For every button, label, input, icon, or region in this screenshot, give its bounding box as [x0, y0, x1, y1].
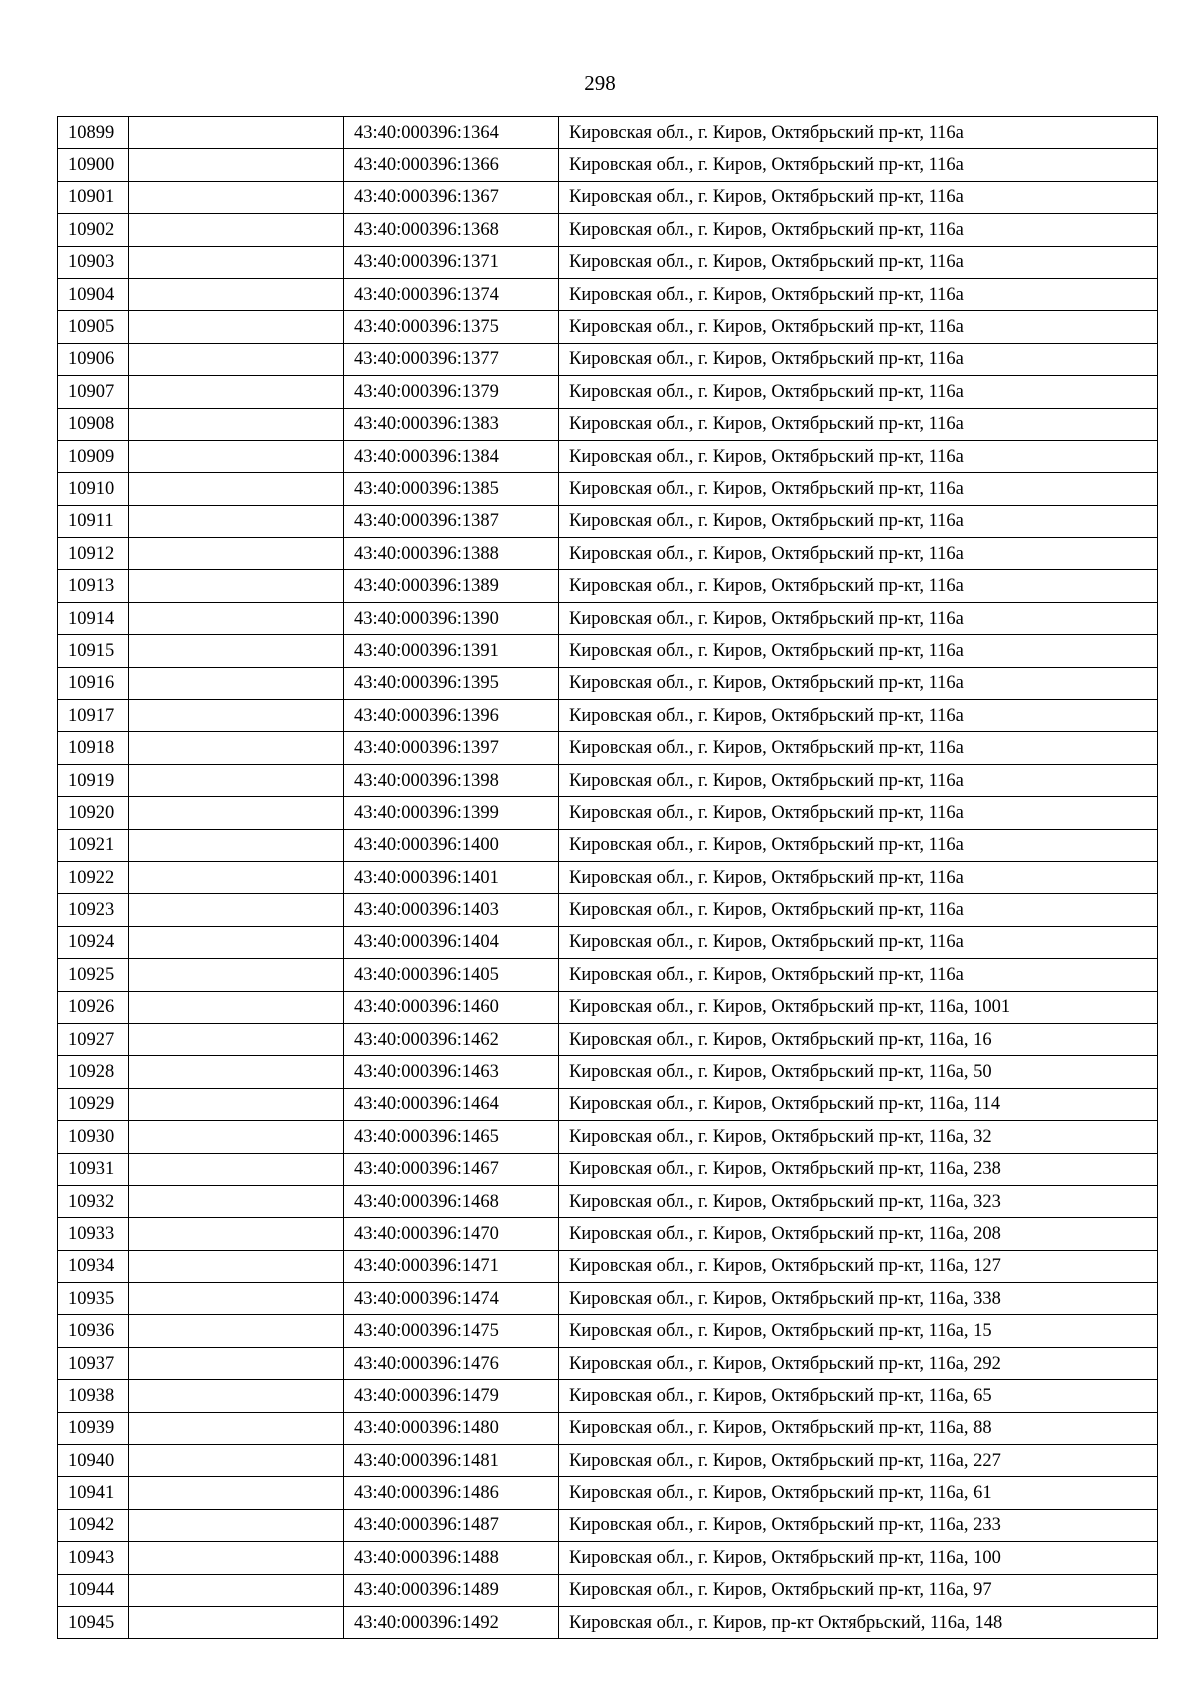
table-row [58, 1088, 1158, 1120]
cadastral-number-cell: 43:40:000396:1367 [344, 181, 559, 213]
empty-cell [129, 1477, 344, 1509]
address-cell: Кировская обл., г. Киров, Октябрьский пр-кт, 116а [559, 181, 1158, 213]
empty-cell [129, 667, 344, 699]
address-cell: Кировская обл., г. Киров, пр-кт Октябрьский, 116а, 148 [559, 1606, 1158, 1638]
empty-cell [129, 1412, 344, 1444]
address-cell: Кировская обл., г. Киров, Октябрьский пр-кт, 116а [559, 376, 1158, 408]
address-cell: Кировская обл., г. Киров, Октябрьский пр-кт, 116а, 208 [559, 1218, 1158, 1250]
address-cell: Кировская обл., г. Киров, Октябрьский пр-кт, 116а, 32 [559, 1121, 1158, 1153]
cadastral-number-cell: 43:40:000396:1474 [344, 1283, 559, 1315]
cadastral-number-cell: 43:40:000396:1464 [344, 1088, 559, 1120]
empty-cell [129, 1088, 344, 1120]
address-cell: Кировская обл., г. Киров, Октябрьский пр-кт, 116а, 88 [559, 1412, 1158, 1444]
empty-cell [129, 1574, 344, 1606]
table-row [58, 311, 1158, 343]
table-row [58, 1412, 1158, 1444]
empty-cell [129, 1283, 344, 1315]
table-row [58, 214, 1158, 246]
table-row [58, 1380, 1158, 1412]
table-row [58, 440, 1158, 472]
row-number-cell: 10934 [58, 1250, 129, 1282]
table-row [58, 959, 1158, 991]
empty-cell [129, 278, 344, 310]
empty-cell [129, 1023, 344, 1055]
cadastral-number-cell: 43:40:000396:1366 [344, 149, 559, 181]
cadastral-number-cell: 43:40:000396:1476 [344, 1347, 559, 1379]
row-number-cell: 10909 [58, 440, 129, 472]
table-row [58, 829, 1158, 861]
address-cell: Кировская обл., г. Киров, Октябрьский пр-кт, 116а [559, 149, 1158, 181]
cadastral-number-cell: 43:40:000396:1396 [344, 700, 559, 732]
table-row [58, 1542, 1158, 1574]
table-row [58, 1347, 1158, 1379]
empty-cell [129, 1153, 344, 1185]
empty-cell [129, 1445, 344, 1477]
address-cell: Кировская обл., г. Киров, Октябрьский пр-кт, 116а, 292 [559, 1347, 1158, 1379]
empty-cell [129, 214, 344, 246]
table-row [58, 1250, 1158, 1282]
address-cell: Кировская обл., г. Киров, Октябрьский пр-кт, 116а, 233 [559, 1509, 1158, 1541]
row-number-cell: 10927 [58, 1023, 129, 1055]
address-cell: Кировская обл., г. Киров, Октябрьский пр-кт, 116а, 15 [559, 1315, 1158, 1347]
empty-cell [129, 1218, 344, 1250]
empty-cell [129, 635, 344, 667]
row-number-cell: 10928 [58, 1056, 129, 1088]
row-number-cell: 10900 [58, 149, 129, 181]
row-number-cell: 10938 [58, 1380, 129, 1412]
address-cell: Кировская обл., г. Киров, Октябрьский пр-кт, 116а [559, 602, 1158, 634]
table-row [58, 667, 1158, 699]
empty-cell [129, 732, 344, 764]
empty-cell [129, 1121, 344, 1153]
table-row [58, 1283, 1158, 1315]
address-cell: Кировская обл., г. Киров, Октябрьский пр-кт, 116а [559, 408, 1158, 440]
row-number-cell: 10910 [58, 473, 129, 505]
cadastral-number-cell: 43:40:000396:1401 [344, 861, 559, 893]
address-cell: Кировская обл., г. Киров, Октябрьский пр-кт, 116а [559, 538, 1158, 570]
cadastral-number-cell: 43:40:000396:1475 [344, 1315, 559, 1347]
row-number-cell: 10924 [58, 926, 129, 958]
row-number-cell: 10923 [58, 894, 129, 926]
address-cell: Кировская обл., г. Киров, Октябрьский пр-кт, 116а [559, 246, 1158, 278]
table-row [58, 1606, 1158, 1638]
table-row [58, 635, 1158, 667]
address-cell: Кировская обл., г. Киров, Октябрьский пр-кт, 116а [559, 667, 1158, 699]
table-row [58, 1477, 1158, 1509]
row-number-cell: 10904 [58, 278, 129, 310]
table-row [58, 1509, 1158, 1541]
table-row [58, 343, 1158, 375]
empty-cell [129, 538, 344, 570]
address-cell: Кировская обл., г. Киров, Октябрьский пр-кт, 116а, 100 [559, 1542, 1158, 1574]
row-number-cell: 10920 [58, 797, 129, 829]
row-number-cell: 10905 [58, 311, 129, 343]
row-number-cell: 10926 [58, 991, 129, 1023]
cadastral-number-cell: 43:40:000396:1389 [344, 570, 559, 602]
empty-cell [129, 926, 344, 958]
row-number-cell: 10945 [58, 1606, 129, 1638]
row-number-cell: 10922 [58, 861, 129, 893]
cadastral-number-cell: 43:40:000396:1486 [344, 1477, 559, 1509]
row-number-cell: 10931 [58, 1153, 129, 1185]
cadastral-number-cell: 43:40:000396:1371 [344, 246, 559, 278]
cadastral-number-cell: 43:40:000396:1383 [344, 408, 559, 440]
empty-cell [129, 959, 344, 991]
registry-table-body [58, 117, 1158, 1639]
address-cell: Кировская обл., г. Киров, Октябрьский пр-кт, 116а [559, 278, 1158, 310]
cadastral-number-cell: 43:40:000396:1395 [344, 667, 559, 699]
address-cell: Кировская обл., г. Киров, Октябрьский пр-кт, 116а, 114 [559, 1088, 1158, 1120]
empty-cell [129, 1250, 344, 1282]
cadastral-number-cell: 43:40:000396:1489 [344, 1574, 559, 1606]
table-row [58, 181, 1158, 213]
page-number: 298 [584, 71, 616, 95]
empty-cell [129, 1606, 344, 1638]
table-row [58, 1315, 1158, 1347]
cadastral-number-cell: 43:40:000396:1471 [344, 1250, 559, 1282]
empty-cell [129, 1509, 344, 1541]
empty-cell [129, 602, 344, 634]
empty-cell [129, 505, 344, 537]
table-row [58, 1185, 1158, 1217]
empty-cell [129, 700, 344, 732]
row-number-cell: 10915 [58, 635, 129, 667]
empty-cell [129, 1185, 344, 1217]
row-number-cell: 10918 [58, 732, 129, 764]
empty-cell [129, 181, 344, 213]
row-number-cell: 10929 [58, 1088, 129, 1120]
empty-cell [129, 1347, 344, 1379]
cadastral-number-cell: 43:40:000396:1397 [344, 732, 559, 764]
empty-cell [129, 861, 344, 893]
cadastral-number-cell: 43:40:000396:1460 [344, 991, 559, 1023]
cadastral-number-cell: 43:40:000396:1405 [344, 959, 559, 991]
row-number-cell: 10899 [58, 117, 129, 149]
table-row [58, 732, 1158, 764]
cadastral-number-cell: 43:40:000396:1462 [344, 1023, 559, 1055]
row-number-cell: 10916 [58, 667, 129, 699]
cadastral-number-cell: 43:40:000396:1391 [344, 635, 559, 667]
address-cell: Кировская обл., г. Киров, Октябрьский пр-кт, 116а [559, 797, 1158, 829]
cadastral-number-cell: 43:40:000396:1492 [344, 1606, 559, 1638]
cadastral-number-cell: 43:40:000396:1379 [344, 376, 559, 408]
row-number-cell: 10935 [58, 1283, 129, 1315]
empty-cell [129, 440, 344, 472]
empty-cell [129, 311, 344, 343]
cadastral-number-cell: 43:40:000396:1404 [344, 926, 559, 958]
table-row [58, 376, 1158, 408]
row-number-cell: 10912 [58, 538, 129, 570]
table-row [58, 1056, 1158, 1088]
table-row [58, 505, 1158, 537]
address-cell: Кировская обл., г. Киров, Октябрьский пр-кт, 116а [559, 473, 1158, 505]
row-number-cell: 10914 [58, 602, 129, 634]
empty-cell [129, 1380, 344, 1412]
table-row [58, 246, 1158, 278]
address-cell: Кировская обл., г. Киров, Октябрьский пр-кт, 116а, 97 [559, 1574, 1158, 1606]
table-row [58, 700, 1158, 732]
address-cell: Кировская обл., г. Киров, Октябрьский пр-кт, 116а [559, 700, 1158, 732]
address-cell: Кировская обл., г. Киров, Октябрьский пр-кт, 116а, 61 [559, 1477, 1158, 1509]
cadastral-number-cell: 43:40:000396:1398 [344, 764, 559, 796]
row-number-cell: 10911 [58, 505, 129, 537]
cadastral-number-cell: 43:40:000396:1368 [344, 214, 559, 246]
address-cell: Кировская обл., г. Киров, Октябрьский пр-кт, 116а, 1001 [559, 991, 1158, 1023]
row-number-cell: 10932 [58, 1185, 129, 1217]
table-row [58, 894, 1158, 926]
row-number-cell: 10940 [58, 1445, 129, 1477]
row-number-cell: 10921 [58, 829, 129, 861]
row-number-cell: 10917 [58, 700, 129, 732]
address-cell: Кировская обл., г. Киров, Октябрьский пр-кт, 116а, 16 [559, 1023, 1158, 1055]
cadastral-number-cell: 43:40:000396:1487 [344, 1509, 559, 1541]
table-row [58, 926, 1158, 958]
address-cell: Кировская обл., г. Киров, Октябрьский пр-кт, 116а [559, 117, 1158, 149]
address-cell: Кировская обл., г. Киров, Октябрьский пр-кт, 116а [559, 570, 1158, 602]
table-row [58, 764, 1158, 796]
row-number-cell: 10944 [58, 1574, 129, 1606]
empty-cell [129, 764, 344, 796]
address-cell: Кировская обл., г. Киров, Октябрьский пр-кт, 116а [559, 311, 1158, 343]
address-cell: Кировская обл., г. Киров, Октябрьский пр-кт, 116а [559, 764, 1158, 796]
address-cell: Кировская обл., г. Киров, Октябрьский пр-кт, 116а [559, 861, 1158, 893]
table-row [58, 1218, 1158, 1250]
table-row [58, 1153, 1158, 1185]
address-cell: Кировская обл., г. Киров, Октябрьский пр-кт, 116а [559, 829, 1158, 861]
address-cell: Кировская обл., г. Киров, Октябрьский пр-кт, 116а, 227 [559, 1445, 1158, 1477]
empty-cell [129, 829, 344, 861]
row-number-cell: 10913 [58, 570, 129, 602]
address-cell: Кировская обл., г. Киров, Октябрьский пр-кт, 116а, 323 [559, 1185, 1158, 1217]
cadastral-number-cell: 43:40:000396:1364 [344, 117, 559, 149]
empty-cell [129, 117, 344, 149]
row-number-cell: 10901 [58, 181, 129, 213]
address-cell: Кировская обл., г. Киров, Октябрьский пр-кт, 116а, 50 [559, 1056, 1158, 1088]
empty-cell [129, 1315, 344, 1347]
cadastral-number-cell: 43:40:000396:1468 [344, 1185, 559, 1217]
empty-cell [129, 246, 344, 278]
row-number-cell: 10937 [58, 1347, 129, 1379]
cadastral-number-cell: 43:40:000396:1463 [344, 1056, 559, 1088]
table-row [58, 117, 1158, 149]
row-number-cell: 10942 [58, 1509, 129, 1541]
cadastral-number-cell: 43:40:000396:1384 [344, 440, 559, 472]
cadastral-number-cell: 43:40:000396:1467 [344, 1153, 559, 1185]
cadastral-number-cell: 43:40:000396:1377 [344, 343, 559, 375]
table-row [58, 278, 1158, 310]
empty-cell [129, 343, 344, 375]
cadastral-number-cell: 43:40:000396:1390 [344, 602, 559, 634]
cadastral-number-cell: 43:40:000396:1481 [344, 1445, 559, 1477]
cadastral-number-cell: 43:40:000396:1465 [344, 1121, 559, 1153]
empty-cell [129, 1542, 344, 1574]
row-number-cell: 10939 [58, 1412, 129, 1444]
cadastral-number-cell: 43:40:000396:1488 [344, 1542, 559, 1574]
empty-cell [129, 1056, 344, 1088]
table-row [58, 473, 1158, 505]
cadastral-number-cell: 43:40:000396:1480 [344, 1412, 559, 1444]
table-row [58, 991, 1158, 1023]
cadastral-number-cell: 43:40:000396:1385 [344, 473, 559, 505]
cadastral-number-cell: 43:40:000396:1479 [344, 1380, 559, 1412]
address-cell: Кировская обл., г. Киров, Октябрьский пр-кт, 116а, 65 [559, 1380, 1158, 1412]
empty-cell [129, 797, 344, 829]
empty-cell [129, 570, 344, 602]
address-cell: Кировская обл., г. Киров, Октябрьский пр-кт, 116а [559, 732, 1158, 764]
table-row [58, 861, 1158, 893]
address-cell: Кировская обл., г. Киров, Октябрьский пр-кт, 116а [559, 894, 1158, 926]
table-row [58, 1574, 1158, 1606]
row-number-cell: 10941 [58, 1477, 129, 1509]
row-number-cell: 10903 [58, 246, 129, 278]
row-number-cell: 10936 [58, 1315, 129, 1347]
cadastral-number-cell: 43:40:000396:1374 [344, 278, 559, 310]
table-row [58, 1445, 1158, 1477]
address-cell: Кировская обл., г. Киров, Октябрьский пр-кт, 116а [559, 635, 1158, 667]
empty-cell [129, 149, 344, 181]
table-row [58, 797, 1158, 829]
empty-cell [129, 408, 344, 440]
address-cell: Кировская обл., г. Киров, Октябрьский пр-кт, 116а [559, 959, 1158, 991]
table-row [58, 538, 1158, 570]
table-row [58, 408, 1158, 440]
empty-cell [129, 473, 344, 505]
table-row [58, 1023, 1158, 1055]
table-row [58, 602, 1158, 634]
row-number-cell: 10925 [58, 959, 129, 991]
cadastral-number-cell: 43:40:000396:1388 [344, 538, 559, 570]
address-cell: Кировская обл., г. Киров, Октябрьский пр-кт, 116а [559, 926, 1158, 958]
table-row [58, 570, 1158, 602]
cadastral-number-cell: 43:40:000396:1400 [344, 829, 559, 861]
empty-cell [129, 376, 344, 408]
cadastral-number-cell: 43:40:000396:1387 [344, 505, 559, 537]
empty-cell [129, 894, 344, 926]
address-cell: Кировская обл., г. Киров, Октябрьский пр-кт, 116а [559, 214, 1158, 246]
row-number-cell: 10906 [58, 343, 129, 375]
address-cell: Кировская обл., г. Киров, Октябрьский пр-кт, 116а, 238 [559, 1153, 1158, 1185]
row-number-cell: 10902 [58, 214, 129, 246]
cadastral-number-cell: 43:40:000396:1470 [344, 1218, 559, 1250]
address-cell: Кировская обл., г. Киров, Октябрьский пр-кт, 116а [559, 440, 1158, 472]
row-number-cell: 10907 [58, 376, 129, 408]
row-number-cell: 10919 [58, 764, 129, 796]
address-cell: Кировская обл., г. Киров, Октябрьский пр-кт, 116а, 127 [559, 1250, 1158, 1282]
row-number-cell: 10943 [58, 1542, 129, 1574]
empty-cell [129, 991, 344, 1023]
address-cell: Кировская обл., г. Киров, Октябрьский пр-кт, 116а [559, 343, 1158, 375]
row-number-cell: 10930 [58, 1121, 129, 1153]
table-row [58, 149, 1158, 181]
cadastral-number-cell: 43:40:000396:1399 [344, 797, 559, 829]
cadastral-number-cell: 43:40:000396:1403 [344, 894, 559, 926]
row-number-cell: 10908 [58, 408, 129, 440]
cadastral-number-cell: 43:40:000396:1375 [344, 311, 559, 343]
row-number-cell: 10933 [58, 1218, 129, 1250]
registry-table [57, 116, 1158, 1639]
address-cell: Кировская обл., г. Киров, Октябрьский пр-кт, 116а, 338 [559, 1283, 1158, 1315]
address-cell: Кировская обл., г. Киров, Октябрьский пр-кт, 116а [559, 505, 1158, 537]
table-row [58, 1121, 1158, 1153]
